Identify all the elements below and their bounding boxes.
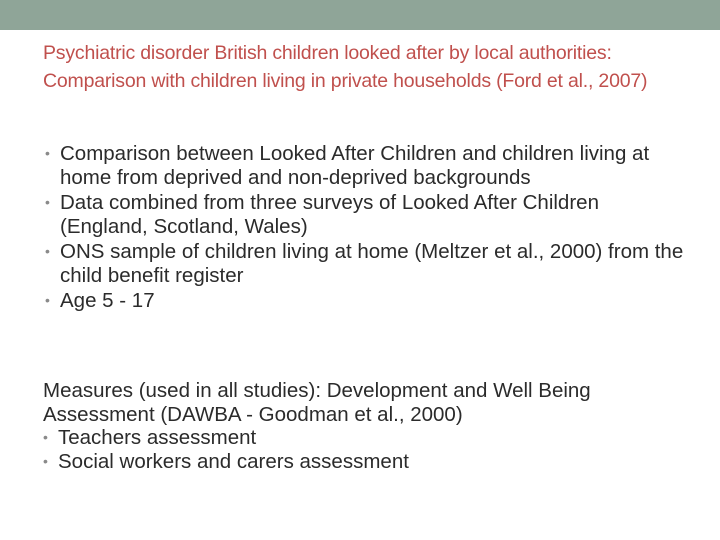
bullet-dot-icon: • [45,243,50,259]
slide-title: Psychiatric disorder British children looked after by local authorities: Comparison with children living in private households (Ford et al., 2007) [43,42,648,92]
bullet-dot-icon: • [45,292,50,308]
measures-item [43,426,683,450]
measures-text: Teachers assessment [58,426,257,449]
bullet-dot-icon: • [45,194,50,210]
bullet-text: Data combined from three surveys of Looked After Children (England, Scotland, Wales) [60,191,599,238]
measures-item [43,450,683,474]
bullet-item [45,289,685,313]
bullet-item [45,142,685,189]
bullet-list [45,142,685,315]
top-accent-bar [0,0,720,30]
bullet-item [45,191,685,238]
bullet-text: ONS sample of children living at home (Meltzer et al., 2000) from the child benefit register [60,240,684,287]
measures-intro: Measures (used in all studies): Development and Well Being Assessment (DAWBA - Goodman et al., 2000) [43,379,591,426]
bullet-item [45,240,685,287]
measures-list [43,426,683,473]
bullet-dot-icon: • [45,145,50,161]
bullet-dot-icon: • [43,429,48,445]
measures-text: Social workers and carers assessment [58,449,409,473]
bullet-text: Age 5 - 17 [60,289,155,312]
bullet-text: Comparison between Looked After Children and children living at home from deprived and non-deprived backgrounds [60,142,650,189]
measures-section [43,379,683,473]
bullet-dot-icon: • [43,452,48,469]
